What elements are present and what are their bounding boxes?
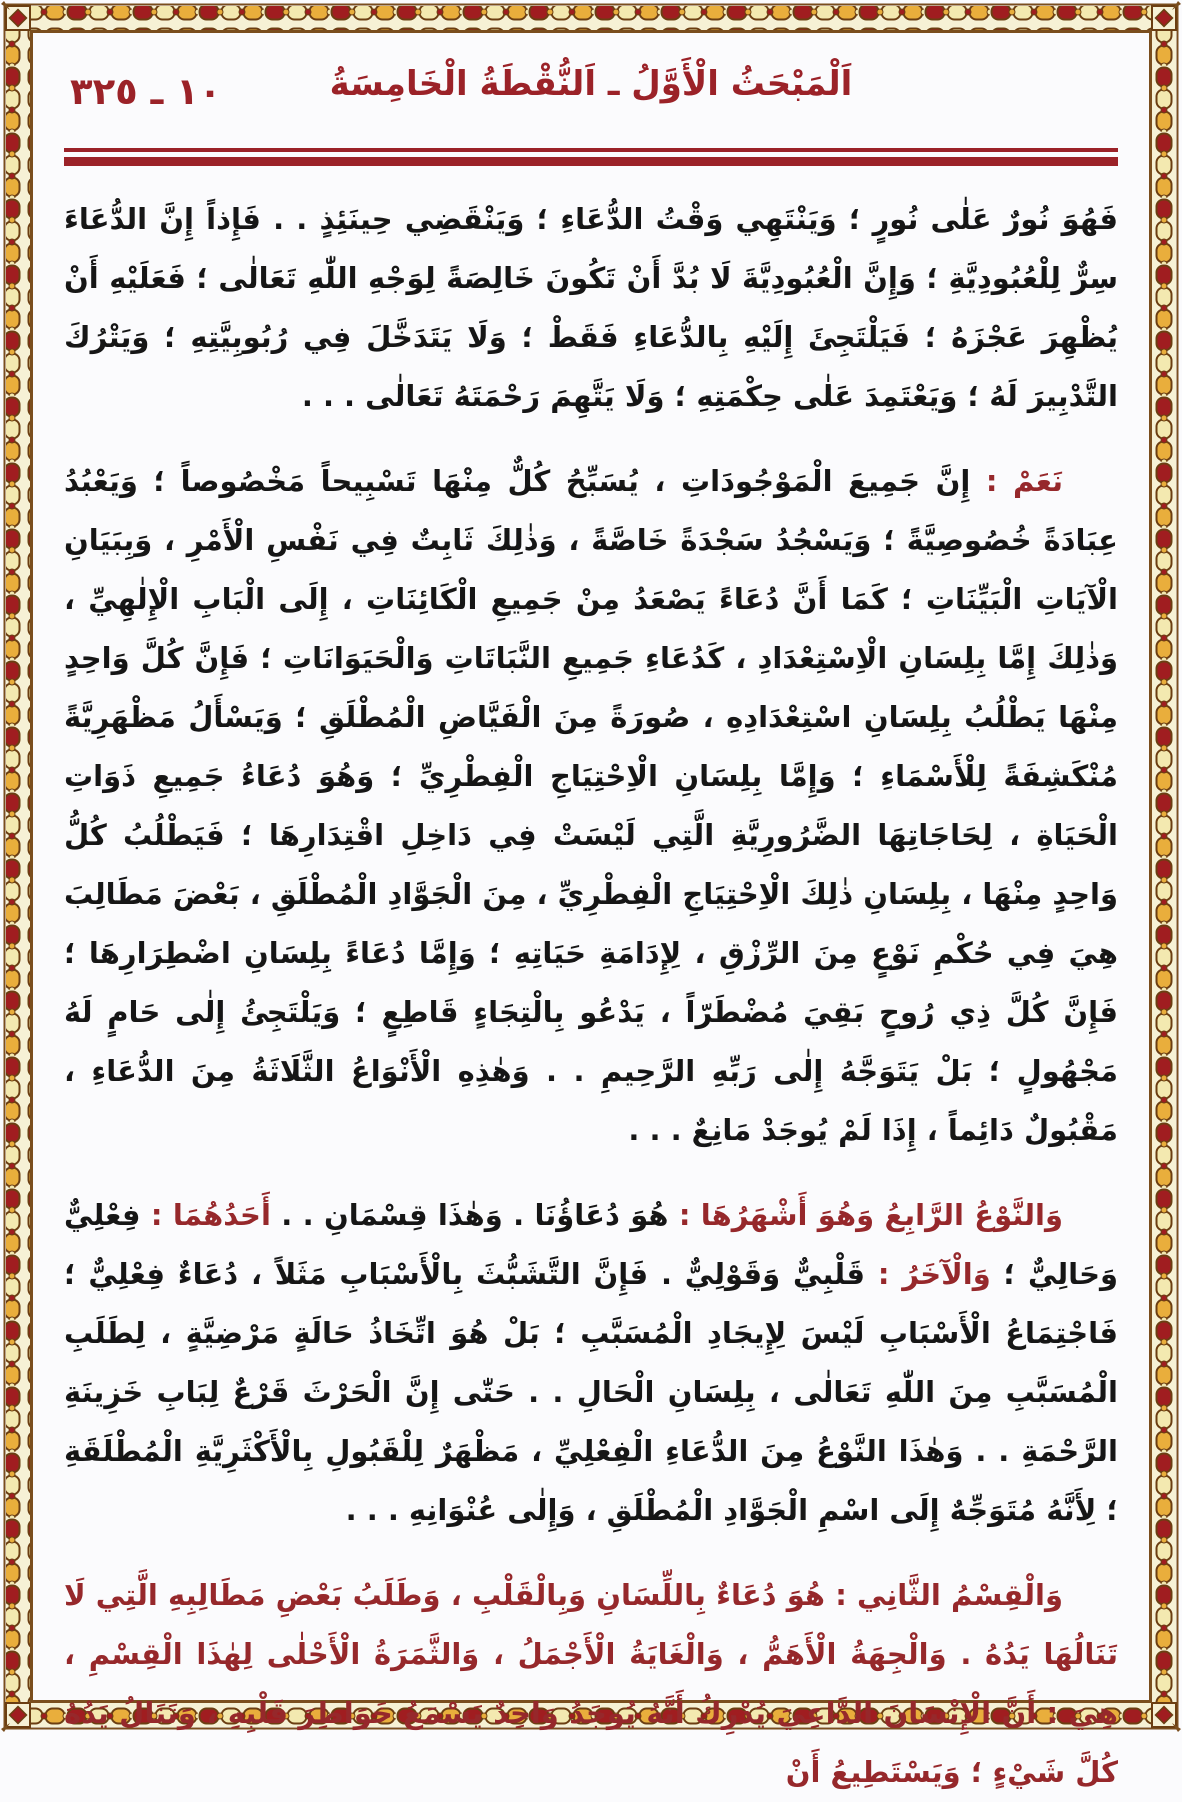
text-segment: إِنَّ جَمِيعَ الْمَوْجُودَاتِ ، يُسَبِّحُ كُلٌّ مِنْهَا تَسْبِيحاً مَخْصُوصاً ؛ وَيَعْبُدُ عِبَادَةً خُصُوصِيَّةً ؛ وَيَسْجُدُ سَجْدَةً خَاصَّةً ، وَذٰلِكَ ثَابِتٌ فِي نَفْسِ الْأَمْرِ ، وَبِبَيَانِ الْآيَاتِ الْبَيِّنَاتِ ؛ كَمَا أَنَّ دُعَاءً يَصْعَدُ مِنْ جَمِيعِ الْكَائِنَاتِ ، إِلَى الْبَابِ الْإِلٰهِيِّ ، وَذٰلِكَ إِمَّا بِلِسَانِ الْاِسْتِعْدَادِ ، كَدُعَاءِ جَمِيعِ النَّبَاتَاتِ وَالْحَيَوَانَاتِ ؛ فَإِنَّ كُلَّ وَاحِدٍ مِنْهَا يَطْلُبُ بِلِسَانِ اسْتِعْدَادِهِ ، صُورَةً مِنَ الْفَيَّاضِ الْمُطْلَقِ ؛ وَيَسْأَلُ مَظْهَرِيَّةً مُنْكَشِفَةً لِلْأَسْمَاءِ ؛ وَإِمَّا بِلِسَانِ الْاِحْتِيَاجِ الْفِطْرِيِّ ؛ وَهُوَ دُعَاءُ جَمِيعِ ذَوَاتِ الْحَيَاةِ ، لِحَاجَاتِهَا الضَّرُورِيَّةِ الَّتِي لَيْسَتْ فِي دَاخِلِ اقْتِدَارِهَا ؛ فَيَطْلُبُ كُلُّ وَاحِدٍ مِنْهَا ، بِلِسَانِ ذٰلِكَ الْاِحْتِيَاجِ الْفِطْرِيِّ ، مِنَ الْجَوَّادِ الْمُطْلَقِ ، بَعْضَ مَطَالِبَ هِيَ فِي حُكْمِ نَوْعٍ مِنَ الرِّزْقِ ، لِإِدَامَةِ حَيَاتِهِ ؛ وَإِمَّا دُعَاءً بِلِسَانِ اضْطِرَارِهَا ؛ فَإِنَّ كُلَّ ذِي رُوحٍ بَقِيَ مُضْطَرّاً ، يَدْعُو بِالْتِجَاءٍ قَاطِعٍ ؛ وَيَلْتَجِئُ إِلٰى حَامٍ لَهُ مَجْهُولٍ ؛ بَلْ يَتَوَجَّهُ إِلٰى رَبِّهِ الرَّحِيمِ . . وَهٰذِهِ الْأَنْوَاعُ الثَّلَاثَةُ مِنَ الدُّعَاءِ ، مَقْبُولٌ دَائِماً ، إِذَا لَمْ يُوجَدْ مَانِعٌ . . . (64, 464, 1118, 1147)
text-segment: أَحَدُهُمَا : (140, 1198, 271, 1232)
text-segment: فِعْلِيٌّ وَحَالِيٌّ ؛ (64, 1198, 1118, 1291)
text-segment: قَلْبِيٌّ وَقَوْلِيٌّ . فَإِنَّ التَّشَبُّثَ بِالْأَسْبَابِ مَثَلاً ، دُعَاءٌ فِعْلِيٌّ ؛ فَاجْتِمَاعُ الْأَسْبَابِ لَيْسَ لِإِيجَادِ الْمُسَبَّبِ ؛ بَلْ هُوَ اتِّخَاذُ حَالَةٍ مَرْضِيَّةٍ ، لِطَلَبِ الْمُسَبَّبِ مِنَ اللّٰهِ تَعَالٰى ، بِلِسَانِ الْحَالِ . . حَتّٰى إِنَّ الْحَرْثَ قَرْعٌ لِبَابِ خَزِينَةِ الرَّحْمَةِ . . وَهٰذَا النَّوْعُ مِنَ الدُّعَاءِ الْفِعْلِيِّ ، مَظْهَرٌ لِلْقَبُولِ بِالْأَكْثَرِيَّةِ الْمُطْلَقَةِ ؛ لِأَنَّهُ مُتَوَجِّهٌ إِلَى اسْمِ الْجَوَّادِ الْمُطْلَقِ ، وَإِلٰى عُنْوَانِهِ . . . (64, 1257, 1118, 1527)
paragraph (64, 190, 1118, 426)
document-body (64, 190, 1118, 1802)
text-segment: هُوَ دُعَاؤُنَا . وَهٰذَا قِسْمَانِ . . (270, 1198, 669, 1232)
page-content (34, 34, 1148, 1789)
paragraph (64, 1566, 1118, 1802)
page-number: ١٠ ـ ٣٢٥ (70, 70, 222, 113)
page-header (64, 56, 1118, 134)
text-segment: وَالْقِسْمُ الثَّانِي : هُوَ دُعَاءٌ بِاللِّسَانِ وَبِالْقَلْبِ ، وَطَلَبُ بَعْضِ مَطَالِبِهِ الَّتِي لَا تَنَالُهَا يَدُهُ . وَالْجِهَةُ الْأَهَمُّ ، وَالْغَايَةُ الْأَجْمَلُ ، وَالثَّمَرَةُ الْأَحْلٰى لِهٰذَا الْقِسْمِ ، هِيَ : أَنَّ الْإِنْسَانَ الدَّاعِيَ يُدْرِكُ أَنَّهُ يُوجَدُ وَاحِدٌ يَسْمَعُ خَوَاطِرَ قَلْبِهِ ، وَتَنَالُ يَدُهُ كُلَّ شَيْءٍ ؛ وَيَسْتَطِيعُ أَنْ (64, 1578, 1118, 1789)
text-segment: فَهُوَ نُورٌ عَلٰى نُورٍ ؛ وَيَنْتَهِي وَقْتُ الدُّعَاءِ ؛ وَيَنْقَضِي حِينَئِذٍ . . فَإِذاً إِنَّ الدُّعَاءَ سِرٌّ لِلْعُبُودِيَّةِ ؛ وَإِنَّ الْعُبُودِيَّةَ لَا بُدَّ أَنْ تَكُونَ خَالِصَةً لِوَجْهِ اللّٰهِ تَعَالٰى ؛ فَعَلَيْهِ أَنْ يُظْهِرَ عَجْزَهُ ؛ فَيَلْتَجِئَ إِلَيْهِ بِالدُّعَاءِ فَقَطْ ؛ وَلَا يَتَدَخَّلَ فِي رُبُوبِيَّتِهِ ؛ وَيَتْرُكَ التَّدْبِيرَ لَهُ ؛ وَيَعْتَمِدَ عَلٰى حِكْمَتِهِ ؛ وَلَا يَتَّهِمَ رَحْمَتَهُ تَعَالٰى . . . (64, 202, 1118, 413)
text-segment: نَعَمْ : (970, 464, 1063, 498)
page-title: اَلْمَبْحَثُ الْأَوَّلُ ـ اَلنُّقْطَةُ الْخَامِسَةُ (329, 64, 853, 104)
paragraph (64, 452, 1118, 1160)
header-rule-thin (64, 148, 1118, 152)
paragraph (64, 1186, 1118, 1540)
text-segment: وَالْآخَرُ : (865, 1257, 991, 1291)
header-rule-thick (64, 157, 1118, 166)
text-segment: وَالنَّوْعُ الرَّابِعُ وَهُوَ أَشْهَرُهَا : (668, 1198, 1063, 1232)
